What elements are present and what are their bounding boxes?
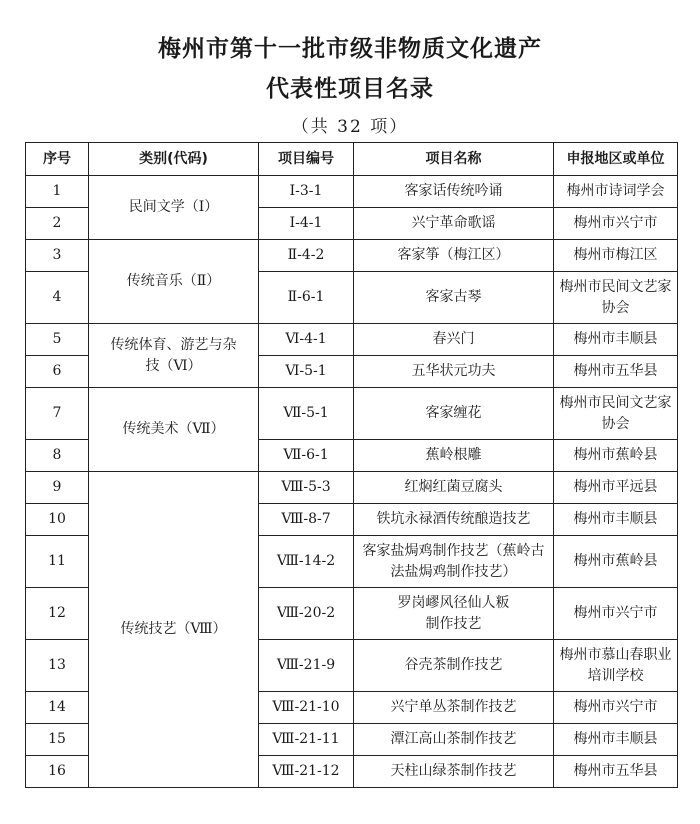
- applicant-unit: 梅州市蕉岭县: [554, 536, 678, 588]
- applicant-unit: 梅州市民间文艺家协会: [554, 388, 678, 440]
- applicant-unit: 梅州市丰顺县: [554, 324, 678, 356]
- applicant-unit: 梅州市慕山春职业培训学校: [554, 640, 678, 692]
- category-cell: 传统音乐（Ⅱ）: [89, 240, 259, 324]
- item-count: （共 32 项）: [291, 117, 409, 137]
- row-serial: 8: [26, 440, 89, 472]
- document-title-line2: 代表性项目名录: [266, 76, 434, 102]
- applicant-unit: 梅州市蕉岭县: [554, 440, 678, 472]
- project-code: Ⅷ-21-12: [259, 756, 354, 788]
- table-row: [26, 240, 678, 272]
- category-cell: 传统技艺（Ⅷ）: [89, 472, 259, 788]
- project-code: Ⅷ-21-10: [259, 692, 354, 724]
- row-serial: 11: [26, 536, 89, 588]
- project-code: Ⅵ-4-1: [259, 324, 354, 356]
- table-row: [26, 324, 678, 356]
- table-row: [26, 176, 678, 208]
- header-serial: 序号: [26, 143, 89, 176]
- project-name: 春兴门: [354, 324, 554, 356]
- row-serial: 6: [26, 356, 89, 388]
- applicant-unit: 梅州市五华县: [554, 356, 678, 388]
- row-serial: 10: [26, 504, 89, 536]
- project-code: Ⅵ-5-1: [259, 356, 354, 388]
- project-code: Ⅷ-8-7: [259, 504, 354, 536]
- heritage-list-table: [25, 142, 678, 788]
- project-name: 谷壳茶制作技艺: [354, 640, 554, 692]
- row-serial: 1: [26, 176, 89, 208]
- project-name: 客家筝（梅江区）: [354, 240, 554, 272]
- project-code: Ⅷ-14-2: [259, 536, 354, 588]
- project-code: Ⅷ-21-9: [259, 640, 354, 692]
- row-serial: 2: [26, 208, 89, 240]
- category-cell: 民间文学（Ⅰ）: [89, 176, 259, 240]
- applicant-unit: 梅州市民间文艺家协会: [554, 272, 678, 324]
- project-code: Ⅶ-5-1: [259, 388, 354, 440]
- category-cell: 传统美术（Ⅶ）: [89, 388, 259, 472]
- table-row: [26, 388, 678, 440]
- row-serial: 5: [26, 324, 89, 356]
- project-code: Ⅱ-6-1: [259, 272, 354, 324]
- table-row: [26, 472, 678, 504]
- project-code: Ⅰ-4-1: [259, 208, 354, 240]
- applicant-unit: 梅州市丰顺县: [554, 504, 678, 536]
- project-name: 客家盐焗鸡制作技艺（蕉岭古法盐焗鸡制作技艺）: [354, 536, 554, 588]
- row-serial: 7: [26, 388, 89, 440]
- header-project-name: 项目名称: [354, 143, 554, 176]
- project-code: Ⅷ-20-2: [259, 588, 354, 640]
- row-serial: 4: [26, 272, 89, 324]
- project-name: 潭江高山茶制作技艺: [354, 724, 554, 756]
- project-name: 客家话传统吟诵: [354, 176, 554, 208]
- applicant-unit: 梅州市五华县: [554, 756, 678, 788]
- header-applicant: 申报地区或单位: [554, 143, 678, 176]
- category-cell: 传统体育、游艺与杂技（Ⅵ）: [89, 324, 259, 388]
- applicant-unit: 梅州市兴宁市: [554, 588, 678, 640]
- applicant-unit: 梅州市平远县: [554, 472, 678, 504]
- applicant-unit: 梅州市兴宁市: [554, 208, 678, 240]
- project-code: Ⅰ-3-1: [259, 176, 354, 208]
- row-serial: 14: [26, 692, 89, 724]
- project-code: Ⅷ-21-11: [259, 724, 354, 756]
- project-code: Ⅷ-5-3: [259, 472, 354, 504]
- applicant-unit: 梅州市丰顺县: [554, 724, 678, 756]
- applicant-unit: 梅州市诗词学会: [554, 176, 678, 208]
- project-name: 铁坑永禄酒传统酿造技艺: [354, 504, 554, 536]
- project-name: 蕉岭根雕: [354, 440, 554, 472]
- row-serial: 15: [26, 724, 89, 756]
- header-category: 类别(代码): [89, 143, 259, 176]
- table-header-row: [26, 143, 678, 176]
- row-serial: 12: [26, 588, 89, 640]
- row-serial: 3: [26, 240, 89, 272]
- row-serial: 13: [26, 640, 89, 692]
- row-serial: 9: [26, 472, 89, 504]
- row-serial: 16: [26, 756, 89, 788]
- project-name: 天柱山绿茶制作技艺: [354, 756, 554, 788]
- project-code: Ⅶ-6-1: [259, 440, 354, 472]
- project-name: 兴宁革命歌谣: [354, 208, 554, 240]
- header-project-code: 项目编号: [259, 143, 354, 176]
- applicant-unit: 梅州市兴宁市: [554, 692, 678, 724]
- project-name: 红焖红菌豆腐头: [354, 472, 554, 504]
- document-title: 梅州市第十一批市级非物质文化遗产: [158, 36, 542, 62]
- project-name: 客家古琴: [354, 272, 554, 324]
- applicant-unit: 梅州市梅江区: [554, 240, 678, 272]
- project-code: Ⅱ-4-2: [259, 240, 354, 272]
- project-name: 五华状元功夫: [354, 356, 554, 388]
- project-name: 客家缠花: [354, 388, 554, 440]
- project-name: 罗岗嵺风径仙人粄制作技艺: [354, 588, 554, 640]
- project-name: 兴宁单丛茶制作技艺: [354, 692, 554, 724]
